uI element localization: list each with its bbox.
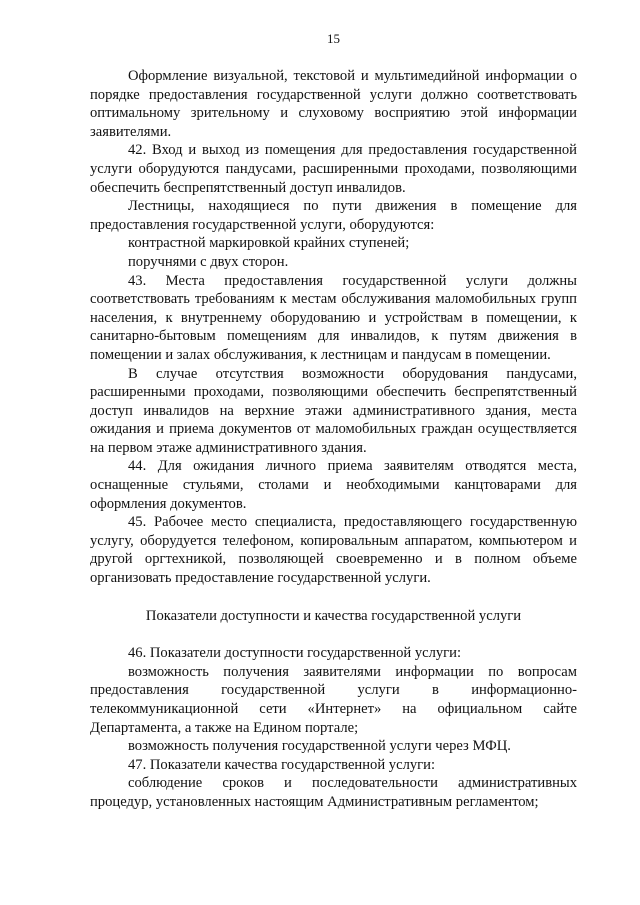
- paragraph-info-availability: возможность получения заявителями информации по вопросам предоставления государственной услуги в информационно-телекоммуникационной сети «Интернет» на официальном сайте Департамента, а также на Едином портале;: [90, 663, 577, 736]
- paragraph-mfc: возможность получения государственной услуги через МФЦ.: [128, 738, 511, 755]
- page-number: 15: [327, 31, 340, 46]
- paragraph-no-ramps: В случае отсутствия возможности оборудования пандусами, расширенными проходами, позволяющими обеспечить беспрепятственный доступ инвалидов на верхние этажи административного здания, места ожидания и приема документов от маломобильных граждан осуществляется на первом этаже административного здания.: [90, 365, 577, 456]
- paragraph-42: 42. Вход и выход из помещения для предоставления государственной услуги оборудуются пандусами, расширенными проходами, позволяющими обеспечить беспрепятственный доступ инвалидов.: [90, 142, 577, 196]
- section-heading: Показатели доступности и качества государственной услуги: [145, 607, 522, 624]
- paragraph-44: 44. Для ожидания личного приема заявителям отводятся места, оснащенные стульями, столами и необходимыми канцтоварами для оформления документов.: [90, 458, 577, 512]
- paragraph-47: 47. Показатели качества государственной услуги:: [128, 756, 436, 773]
- list-item-handrails: поручнями с двух сторон.: [128, 253, 289, 270]
- paragraph-43: 43. Места предоставления государственной услуги должны соответствовать требованиям к местам обслуживания маломобильных групп населения, к внутреннему оборудованию и устройствам в помещении, к санитарно-бытовым помещениям для инвалидов, к путям движения в помещении и залах обслуживания, к лестницам и пандусам в помещении.: [90, 272, 577, 363]
- paragraph-stairs: Лестницы, находящиеся по пути движения в помещение для предоставления государственной услуги, оборудуются:: [90, 198, 577, 233]
- document-page: [90, 31, 577, 812]
- paragraph-46: 46. Показатели доступности государственной услуги:: [128, 645, 462, 662]
- list-item-contrast-marking: контрастной маркировкой крайних ступеней;: [128, 235, 410, 252]
- paragraph-deadlines: соблюдение сроков и последовательности административных процедур, установленных настоящим Административным регламентом;: [90, 775, 577, 810]
- paragraph-info-design: Оформление визуальной, текстовой и мультимедийной информации о порядке предоставления государственной услуги должно соответствовать оптимальному зрительному и слуховому восприятию этой информации заявителями.: [90, 68, 577, 140]
- paragraph-45: 45. Рабочее место специалиста, предоставляющего государственную услугу, оборудуется телефоном, копировальным аппаратом, компьютером и другой оргтехникой, позволяющей своевременно и в полном объеме организовать предоставление государственной услуги.: [90, 514, 577, 587]
